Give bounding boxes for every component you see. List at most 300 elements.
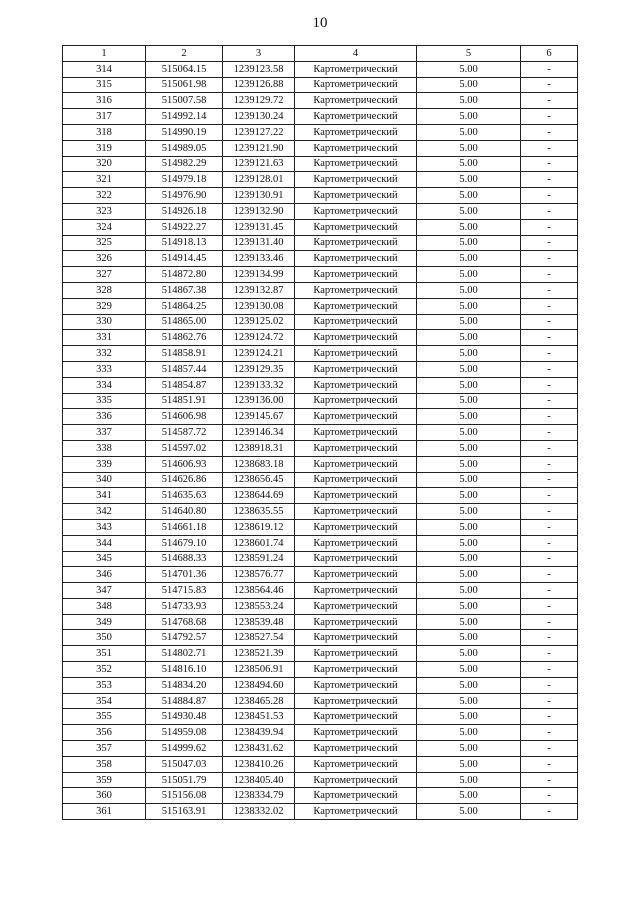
description-cell: - <box>521 488 578 504</box>
table-row <box>63 109 578 125</box>
point-number-cell: 316 <box>63 93 146 109</box>
point-number-cell: 335 <box>63 393 146 409</box>
accuracy-cell: 5.00 <box>417 504 521 520</box>
point-number-cell: 329 <box>63 298 146 314</box>
accuracy-cell: 5.00 <box>417 614 521 630</box>
x-coordinate-cell: 514872.80 <box>146 267 223 283</box>
accuracy-cell: 5.00 <box>417 440 521 456</box>
description-cell: - <box>521 535 578 551</box>
table-row <box>63 519 578 535</box>
accuracy-cell: 5.00 <box>417 314 521 330</box>
table-row <box>63 330 578 346</box>
y-coordinate-cell: 1239133.32 <box>223 377 295 393</box>
point-number-cell: 361 <box>63 804 146 820</box>
y-coordinate-cell: 1238465.28 <box>223 693 295 709</box>
y-coordinate-cell: 1239136.00 <box>223 393 295 409</box>
method-cell: Картометрический <box>295 124 417 140</box>
method-cell: Картометрический <box>295 377 417 393</box>
method-cell: Картометрический <box>295 425 417 441</box>
description-cell: - <box>521 472 578 488</box>
table-body <box>63 61 578 819</box>
y-coordinate-cell: 1239130.08 <box>223 298 295 314</box>
point-number-cell: 334 <box>63 377 146 393</box>
x-coordinate-cell: 515163.91 <box>146 804 223 820</box>
table-row <box>63 662 578 678</box>
point-number-cell: 355 <box>63 709 146 725</box>
description-cell: - <box>521 77 578 93</box>
x-coordinate-cell: 514959.08 <box>146 725 223 741</box>
method-cell: Картометрический <box>295 219 417 235</box>
table-row <box>63 567 578 583</box>
method-cell: Картометрический <box>295 109 417 125</box>
point-number-cell: 343 <box>63 519 146 535</box>
table-row <box>63 140 578 156</box>
point-number-cell: 319 <box>63 140 146 156</box>
x-coordinate-cell: 514918.13 <box>146 235 223 251</box>
table-row <box>63 203 578 219</box>
description-cell: - <box>521 583 578 599</box>
y-coordinate-cell: 1238683.18 <box>223 456 295 472</box>
y-coordinate-cell: 1238564.46 <box>223 583 295 599</box>
description-cell: - <box>521 646 578 662</box>
method-cell: Картометрический <box>295 662 417 678</box>
x-coordinate-cell: 515047.03 <box>146 756 223 772</box>
point-number-cell: 354 <box>63 693 146 709</box>
accuracy-cell: 5.00 <box>417 172 521 188</box>
method-cell: Картометрический <box>295 282 417 298</box>
y-coordinate-cell: 1238576.77 <box>223 567 295 583</box>
x-coordinate-cell: 514864.25 <box>146 298 223 314</box>
method-cell: Картометрический <box>295 598 417 614</box>
table-row <box>63 124 578 140</box>
description-cell: - <box>521 456 578 472</box>
method-cell: Картометрический <box>295 298 417 314</box>
method-cell: Картометрический <box>295 709 417 725</box>
x-coordinate-cell: 514606.93 <box>146 456 223 472</box>
column-header: 5 <box>417 46 521 62</box>
method-cell: Картометрический <box>295 772 417 788</box>
description-cell: - <box>521 61 578 77</box>
table-row <box>63 156 578 172</box>
y-coordinate-cell: 1239132.87 <box>223 282 295 298</box>
point-number-cell: 356 <box>63 725 146 741</box>
page-number: 10 <box>312 15 328 31</box>
y-coordinate-cell: 1238494.60 <box>223 677 295 693</box>
point-number-cell: 344 <box>63 535 146 551</box>
accuracy-cell: 5.00 <box>417 598 521 614</box>
x-coordinate-cell: 514990.19 <box>146 124 223 140</box>
accuracy-cell: 5.00 <box>417 772 521 788</box>
method-cell: Картометрический <box>295 567 417 583</box>
accuracy-cell: 5.00 <box>417 219 521 235</box>
accuracy-cell: 5.00 <box>417 709 521 725</box>
x-coordinate-cell: 515156.08 <box>146 788 223 804</box>
table-row <box>63 804 578 820</box>
y-coordinate-cell: 1238553.24 <box>223 598 295 614</box>
description-cell: - <box>521 693 578 709</box>
accuracy-cell: 5.00 <box>417 662 521 678</box>
table-row <box>63 693 578 709</box>
y-coordinate-cell: 1238635.55 <box>223 504 295 520</box>
table-row <box>63 646 578 662</box>
x-coordinate-cell: 514792.57 <box>146 630 223 646</box>
description-cell: - <box>521 251 578 267</box>
table-row <box>63 393 578 409</box>
method-cell: Картометрический <box>295 188 417 204</box>
y-coordinate-cell: 1238644.69 <box>223 488 295 504</box>
description-cell: - <box>521 551 578 567</box>
x-coordinate-cell: 514926.18 <box>146 203 223 219</box>
y-coordinate-cell: 1239124.72 <box>223 330 295 346</box>
accuracy-cell: 5.00 <box>417 409 521 425</box>
table-row <box>63 456 578 472</box>
table-row <box>63 741 578 757</box>
description-cell: - <box>521 425 578 441</box>
y-coordinate-cell: 1238431.62 <box>223 741 295 757</box>
method-cell: Картометрический <box>295 504 417 520</box>
x-coordinate-cell: 514679.10 <box>146 535 223 551</box>
table-row <box>63 598 578 614</box>
y-coordinate-cell: 1239133.46 <box>223 251 295 267</box>
table-row <box>63 425 578 441</box>
point-number-cell: 358 <box>63 756 146 772</box>
y-coordinate-cell: 1239146.34 <box>223 425 295 441</box>
x-coordinate-cell: 515007.58 <box>146 93 223 109</box>
y-coordinate-cell: 1238405.40 <box>223 772 295 788</box>
x-coordinate-cell: 514701.36 <box>146 567 223 583</box>
accuracy-cell: 5.00 <box>417 472 521 488</box>
point-number-cell: 342 <box>63 504 146 520</box>
description-cell: - <box>521 519 578 535</box>
y-coordinate-cell: 1239121.90 <box>223 140 295 156</box>
description-cell: - <box>521 788 578 804</box>
y-coordinate-cell: 1239130.91 <box>223 188 295 204</box>
description-cell: - <box>521 219 578 235</box>
accuracy-cell: 5.00 <box>417 551 521 567</box>
accuracy-cell: 5.00 <box>417 535 521 551</box>
description-cell: - <box>521 440 578 456</box>
table-row <box>63 551 578 567</box>
y-coordinate-cell: 1238506.91 <box>223 662 295 678</box>
table-row <box>63 298 578 314</box>
method-cell: Картометрический <box>295 330 417 346</box>
x-coordinate-cell: 514857.44 <box>146 361 223 377</box>
accuracy-cell: 5.00 <box>417 330 521 346</box>
description-cell: - <box>521 282 578 298</box>
y-coordinate-cell: 1238451.53 <box>223 709 295 725</box>
table-row <box>63 77 578 93</box>
x-coordinate-cell: 514597.02 <box>146 440 223 456</box>
method-cell: Картометрический <box>295 630 417 646</box>
y-coordinate-cell: 1239129.35 <box>223 361 295 377</box>
x-coordinate-cell: 514688.33 <box>146 551 223 567</box>
point-number-cell: 349 <box>63 614 146 630</box>
method-cell: Картометрический <box>295 472 417 488</box>
point-number-cell: 325 <box>63 235 146 251</box>
method-cell: Картометрический <box>295 346 417 362</box>
accuracy-cell: 5.00 <box>417 124 521 140</box>
y-coordinate-cell: 1239129.72 <box>223 93 295 109</box>
description-cell: - <box>521 267 578 283</box>
description-cell: - <box>521 804 578 820</box>
description-cell: - <box>521 235 578 251</box>
point-number-cell: 324 <box>63 219 146 235</box>
accuracy-cell: 5.00 <box>417 282 521 298</box>
accuracy-cell: 5.00 <box>417 298 521 314</box>
point-number-cell: 317 <box>63 109 146 125</box>
point-number-cell: 321 <box>63 172 146 188</box>
accuracy-cell: 5.00 <box>417 140 521 156</box>
point-number-cell: 357 <box>63 741 146 757</box>
table-row <box>63 709 578 725</box>
x-coordinate-cell: 514587.72 <box>146 425 223 441</box>
method-cell: Картометрический <box>295 203 417 219</box>
method-cell: Картометрический <box>295 314 417 330</box>
method-cell: Картометрический <box>295 646 417 662</box>
table-row <box>63 172 578 188</box>
accuracy-cell: 5.00 <box>417 203 521 219</box>
method-cell: Картометрический <box>295 725 417 741</box>
x-coordinate-cell: 514992.14 <box>146 109 223 125</box>
description-cell: - <box>521 567 578 583</box>
point-number-cell: 327 <box>63 267 146 283</box>
description-cell: - <box>521 504 578 520</box>
x-coordinate-cell: 514733.93 <box>146 598 223 614</box>
y-coordinate-cell: 1239121.63 <box>223 156 295 172</box>
accuracy-cell: 5.00 <box>417 361 521 377</box>
method-cell: Картометрический <box>295 741 417 757</box>
accuracy-cell: 5.00 <box>417 567 521 583</box>
point-number-cell: 347 <box>63 583 146 599</box>
column-header: 2 <box>146 46 223 62</box>
method-cell: Картометрический <box>295 583 417 599</box>
x-coordinate-cell: 514635.63 <box>146 488 223 504</box>
point-number-cell: 315 <box>63 77 146 93</box>
method-cell: Картометрический <box>295 804 417 820</box>
x-coordinate-cell: 514606.98 <box>146 409 223 425</box>
x-coordinate-cell: 515064.15 <box>146 61 223 77</box>
y-coordinate-cell: 1238918.31 <box>223 440 295 456</box>
method-cell: Картометрический <box>295 677 417 693</box>
x-coordinate-cell: 514640.80 <box>146 504 223 520</box>
accuracy-cell: 5.00 <box>417 756 521 772</box>
point-number-cell: 348 <box>63 598 146 614</box>
accuracy-cell: 5.00 <box>417 77 521 93</box>
point-number-cell: 336 <box>63 409 146 425</box>
accuracy-cell: 5.00 <box>417 346 521 362</box>
point-number-cell: 333 <box>63 361 146 377</box>
accuracy-cell: 5.00 <box>417 488 521 504</box>
accuracy-cell: 5.00 <box>417 393 521 409</box>
accuracy-cell: 5.00 <box>417 93 521 109</box>
y-coordinate-cell: 1239127.22 <box>223 124 295 140</box>
point-number-cell: 318 <box>63 124 146 140</box>
accuracy-cell: 5.00 <box>417 425 521 441</box>
column-header: 3 <box>223 46 295 62</box>
point-number-cell: 322 <box>63 188 146 204</box>
accuracy-cell: 5.00 <box>417 377 521 393</box>
x-coordinate-cell: 514867.38 <box>146 282 223 298</box>
x-coordinate-cell: 515061.98 <box>146 77 223 93</box>
method-cell: Картометрический <box>295 93 417 109</box>
description-cell: - <box>521 172 578 188</box>
x-coordinate-cell: 514989.05 <box>146 140 223 156</box>
accuracy-cell: 5.00 <box>417 725 521 741</box>
accuracy-cell: 5.00 <box>417 188 521 204</box>
description-cell: - <box>521 677 578 693</box>
x-coordinate-cell: 514979.18 <box>146 172 223 188</box>
description-cell: - <box>521 709 578 725</box>
table-row <box>63 440 578 456</box>
accuracy-cell: 5.00 <box>417 235 521 251</box>
method-cell: Картометрический <box>295 788 417 804</box>
y-coordinate-cell: 1238334.79 <box>223 788 295 804</box>
description-cell: - <box>521 93 578 109</box>
table-row <box>63 251 578 267</box>
point-number-cell: 350 <box>63 630 146 646</box>
point-number-cell: 346 <box>63 567 146 583</box>
table-row <box>63 346 578 362</box>
point-number-cell: 328 <box>63 282 146 298</box>
method-cell: Картометрический <box>295 267 417 283</box>
table-row <box>63 219 578 235</box>
column-header: 6 <box>521 46 578 62</box>
method-cell: Картометрический <box>295 61 417 77</box>
point-number-cell: 332 <box>63 346 146 362</box>
table-row <box>63 377 578 393</box>
method-cell: Картометрический <box>295 172 417 188</box>
x-coordinate-cell: 514930.48 <box>146 709 223 725</box>
method-cell: Картометрический <box>295 551 417 567</box>
method-cell: Картометрический <box>295 251 417 267</box>
description-cell: - <box>521 109 578 125</box>
table-row <box>63 61 578 77</box>
y-coordinate-cell: 1238332.02 <box>223 804 295 820</box>
x-coordinate-cell: 514865.00 <box>146 314 223 330</box>
point-number-cell: 341 <box>63 488 146 504</box>
description-cell: - <box>521 756 578 772</box>
accuracy-cell: 5.00 <box>417 583 521 599</box>
x-coordinate-cell: 514884.87 <box>146 693 223 709</box>
point-number-cell: 326 <box>63 251 146 267</box>
description-cell: - <box>521 614 578 630</box>
description-cell: - <box>521 598 578 614</box>
column-header: 4 <box>295 46 417 62</box>
x-coordinate-cell: 514768.68 <box>146 614 223 630</box>
table-row <box>63 267 578 283</box>
description-cell: - <box>521 662 578 678</box>
y-coordinate-cell: 1239131.40 <box>223 235 295 251</box>
table-row <box>63 282 578 298</box>
accuracy-cell: 5.00 <box>417 156 521 172</box>
method-cell: Картометрический <box>295 614 417 630</box>
accuracy-cell: 5.00 <box>417 519 521 535</box>
point-number-cell: 339 <box>63 456 146 472</box>
description-cell: - <box>521 346 578 362</box>
description-cell: - <box>521 409 578 425</box>
method-cell: Картометрический <box>295 440 417 456</box>
point-number-cell: 320 <box>63 156 146 172</box>
x-coordinate-cell: 515051.79 <box>146 772 223 788</box>
x-coordinate-cell: 514816.10 <box>146 662 223 678</box>
x-coordinate-cell: 514858.91 <box>146 346 223 362</box>
x-coordinate-cell: 514922.27 <box>146 219 223 235</box>
description-cell: - <box>521 156 578 172</box>
x-coordinate-cell: 514715.83 <box>146 583 223 599</box>
point-number-cell: 360 <box>63 788 146 804</box>
table-row <box>63 488 578 504</box>
table-row <box>63 188 578 204</box>
description-cell: - <box>521 140 578 156</box>
point-number-cell: 314 <box>63 61 146 77</box>
method-cell: Картометрический <box>295 235 417 251</box>
accuracy-cell: 5.00 <box>417 267 521 283</box>
table-row <box>63 725 578 741</box>
y-coordinate-cell: 1239132.90 <box>223 203 295 219</box>
point-number-cell: 330 <box>63 314 146 330</box>
table-row <box>63 235 578 251</box>
description-cell: - <box>521 188 578 204</box>
y-coordinate-cell: 1239126.88 <box>223 77 295 93</box>
column-header: 1 <box>63 46 146 62</box>
description-cell: - <box>521 725 578 741</box>
y-coordinate-cell: 1238619.12 <box>223 519 295 535</box>
table-row <box>63 772 578 788</box>
method-cell: Картометрический <box>295 519 417 535</box>
method-cell: Картометрический <box>295 756 417 772</box>
y-coordinate-cell: 1239130.24 <box>223 109 295 125</box>
accuracy-cell: 5.00 <box>417 677 521 693</box>
accuracy-cell: 5.00 <box>417 109 521 125</box>
table-row <box>63 93 578 109</box>
y-coordinate-cell: 1238601.74 <box>223 535 295 551</box>
point-number-cell: 351 <box>63 646 146 662</box>
method-cell: Картометрический <box>295 456 417 472</box>
y-coordinate-cell: 1238439.94 <box>223 725 295 741</box>
accuracy-cell: 5.00 <box>417 693 521 709</box>
point-number-cell: 345 <box>63 551 146 567</box>
table-row <box>63 504 578 520</box>
description-cell: - <box>521 314 578 330</box>
description-cell: - <box>521 330 578 346</box>
table-row <box>63 756 578 772</box>
point-number-cell: 352 <box>63 662 146 678</box>
y-coordinate-cell: 1239131.45 <box>223 219 295 235</box>
table-row <box>63 614 578 630</box>
accuracy-cell: 5.00 <box>417 788 521 804</box>
table-row <box>63 472 578 488</box>
description-cell: - <box>521 377 578 393</box>
table-row <box>63 630 578 646</box>
method-cell: Картометрический <box>295 140 417 156</box>
x-coordinate-cell: 514854.87 <box>146 377 223 393</box>
point-number-cell: 338 <box>63 440 146 456</box>
description-cell: - <box>521 298 578 314</box>
coordinates-table <box>62 45 578 820</box>
y-coordinate-cell: 1239128.01 <box>223 172 295 188</box>
accuracy-cell: 5.00 <box>417 251 521 267</box>
y-coordinate-cell: 1238527.54 <box>223 630 295 646</box>
method-cell: Картометрический <box>295 488 417 504</box>
method-cell: Картометрический <box>295 361 417 377</box>
point-number-cell: 359 <box>63 772 146 788</box>
x-coordinate-cell: 514976.90 <box>146 188 223 204</box>
method-cell: Картометрический <box>295 409 417 425</box>
x-coordinate-cell: 514851.91 <box>146 393 223 409</box>
point-number-cell: 353 <box>63 677 146 693</box>
table-row <box>63 583 578 599</box>
table-row <box>63 314 578 330</box>
